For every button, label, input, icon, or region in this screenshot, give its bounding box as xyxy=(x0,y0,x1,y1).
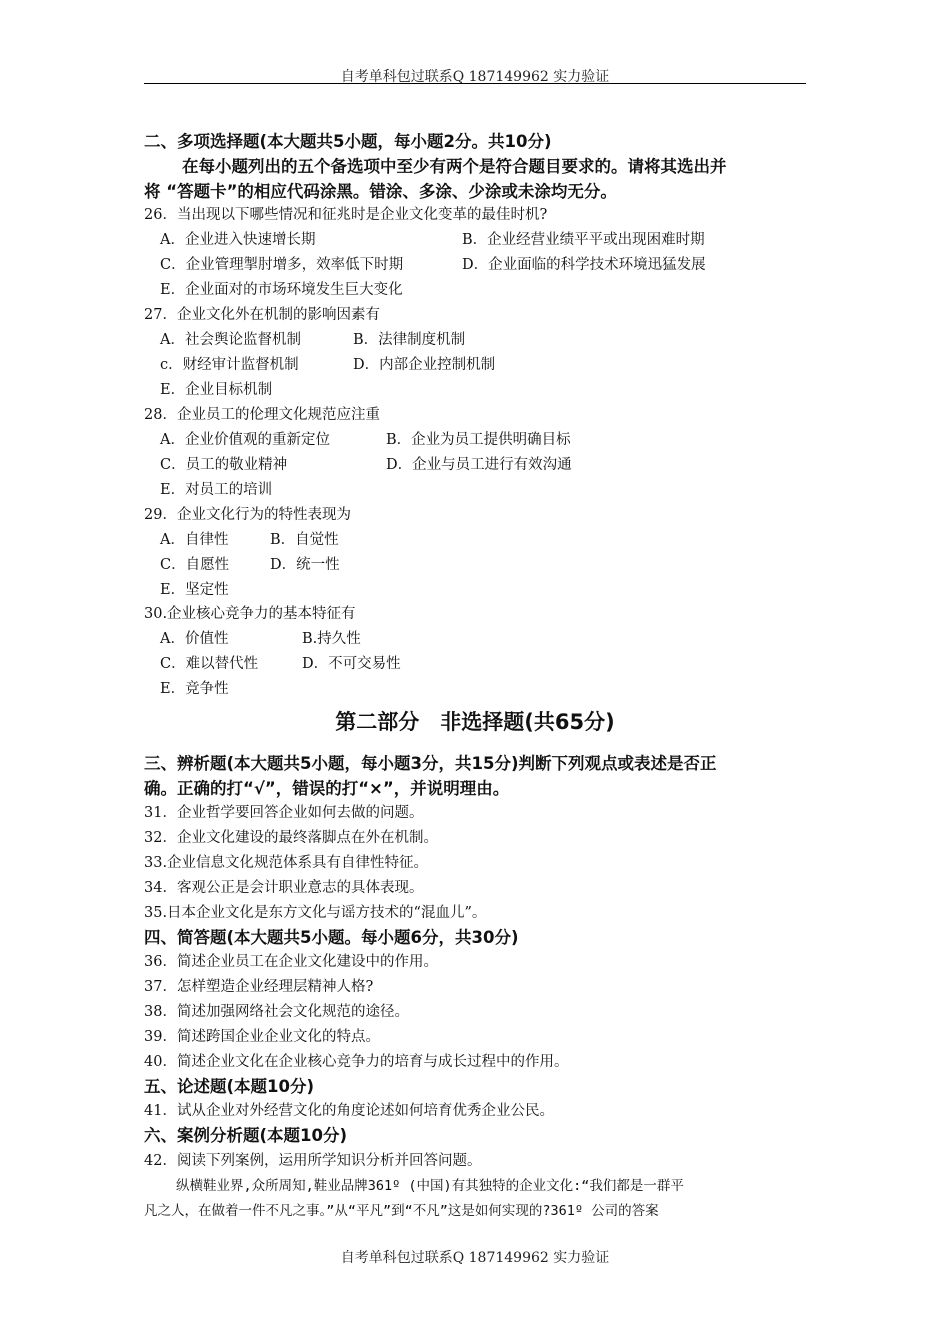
q29-option-b: B．自觉性 xyxy=(270,532,339,548)
q29-option-e: E．坚定性 xyxy=(160,582,229,598)
q34: 34．客观公正是会计职业意志的具体表现。 xyxy=(144,880,424,896)
q30-option-c: C．难以替代性 xyxy=(160,656,259,672)
q26-option-e: E．企业面对的市场环境发生巨大变化 xyxy=(160,282,403,298)
q28-option-e: E．对员工的培训 xyxy=(160,482,273,498)
q29-option-a: A．自律性 xyxy=(160,532,229,548)
q30-option-b: B.持久性 xyxy=(302,631,361,647)
header-divider xyxy=(144,83,806,84)
section2-instruction-1: 在每小题列出的五个备选项中至少有两个是符合题目要求的。请将其选出并 xyxy=(182,157,727,176)
q30-option-e: E．竞争性 xyxy=(160,681,229,697)
q26-option-d: D．企业面临的科学技术环境迅猛发展 xyxy=(462,257,706,273)
q29-option-c: C．自愿性 xyxy=(160,557,230,573)
q28-stem: 28．企业员工的伦理文化规范应注重 xyxy=(144,407,380,423)
q27-option-a: A．社会舆论监督机制 xyxy=(160,332,301,348)
q29-option-d: D．统一性 xyxy=(270,557,340,573)
q26-option-b: B．企业经营业绩平平或出现困难时期 xyxy=(462,232,705,248)
case-paragraph-line-1: 纵横鞋业界,众所周知,鞋业品牌361º (中国)有其独特的企业文化:“我们都是一群平 xyxy=(176,1178,684,1194)
q31: 31．企业哲学要回答企业如何去做的问题。 xyxy=(144,805,424,821)
q40: 40．简述企业文化在企业核心竞争力的培育与成长过程中的作用。 xyxy=(144,1054,569,1070)
section2-title: 二、多项选择题(本大题共5小题，每小题2分。共10分) xyxy=(144,132,552,151)
q27-option-e: E．企业目标机制 xyxy=(160,382,273,398)
section5-title: 五、论述题(本题10分) xyxy=(144,1077,315,1096)
part2-title: 第二部分 非选择题(共65分) xyxy=(335,710,615,734)
q37: 37．怎样塑造企业经理层精神人格? xyxy=(144,979,374,995)
q29-stem: 29．企业文化行为的特性表现为 xyxy=(144,507,351,523)
q26-stem: 26．当出现以下哪些情况和征兆时是企业文化变革的最佳时机? xyxy=(144,207,548,223)
page-footer: 自考单科包过联系Q 187149962 实力验证 xyxy=(340,1250,610,1266)
q27-option-b: B．法律制度机制 xyxy=(353,332,466,348)
q30-option-d: D．不可交易性 xyxy=(302,656,401,672)
q27-option-d: D．内部企业控制机制 xyxy=(353,357,496,373)
q32: 32．企业文化建设的最终落脚点在外在机制。 xyxy=(144,830,438,846)
section6-title: 六、案例分析题(本题10分) xyxy=(144,1126,348,1145)
q38: 38．简述加强网络社会文化规范的途径。 xyxy=(144,1004,409,1020)
q33: 33.企业信息文化规范体系具有自律性特征。 xyxy=(144,855,429,871)
q30-option-a: A．价值性 xyxy=(160,631,229,647)
q41: 41．试从企业对外经营文化的角度论述如何培育优秀企业公民。 xyxy=(144,1103,554,1119)
q36: 36．简述企业员工在企业文化建设中的作用。 xyxy=(144,954,438,970)
q27-stem: 27．企业文化外在机制的影响因素有 xyxy=(144,307,380,323)
q42: 42．阅读下列案例，运用所学知识分析并回答问题。 xyxy=(144,1153,482,1169)
q35: 35.日本企业文化是东方文化与谣方技术的“混血儿”。 xyxy=(144,905,487,921)
q28-option-d: D．企业与员工进行有效沟通 xyxy=(386,457,572,473)
q26-option-c: C．企业管理掣肘增多，效率低下时期 xyxy=(160,257,404,273)
section4-title: 四、简答题(本大题共5小题。每小题6分，共30分) xyxy=(144,928,519,947)
q26-option-a: A．企业进入快速增长期 xyxy=(160,232,316,248)
q39: 39．简述跨国企业企业文化的特点。 xyxy=(144,1029,380,1045)
q28-option-a: A．企业价值观的重新定位 xyxy=(160,432,330,448)
section2-instruction-2: 将 “答题卡”的相应代码涂黑。错涂、多涂、少涂或未涂均无分。 xyxy=(144,182,617,201)
case-paragraph-line-2: 凡之人，在做着一件不凡之事。”从“平凡”到“不凡”这是如何实现的?361º 公司的答案 xyxy=(144,1203,659,1219)
section3-title-1: 三、辨析题(本大题共5小题，每小题3分，共15分)判断下列观点或表述是否正 xyxy=(144,754,717,773)
q30-stem: 30.企业核心竞争力的基本特征有 xyxy=(144,606,356,622)
page-header: 自考单科包过联系Q 187149962 实力验证 xyxy=(340,69,610,85)
q28-option-c: C．员工的敬业精神 xyxy=(160,457,288,473)
section3-title-2: 确。正确的打“√”，错误的打“×”，并说明理由。 xyxy=(144,779,510,798)
q27-option-c: c．财经审计监督机制 xyxy=(160,357,299,373)
q28-option-b: B．企业为员工提供明确目标 xyxy=(386,432,571,448)
